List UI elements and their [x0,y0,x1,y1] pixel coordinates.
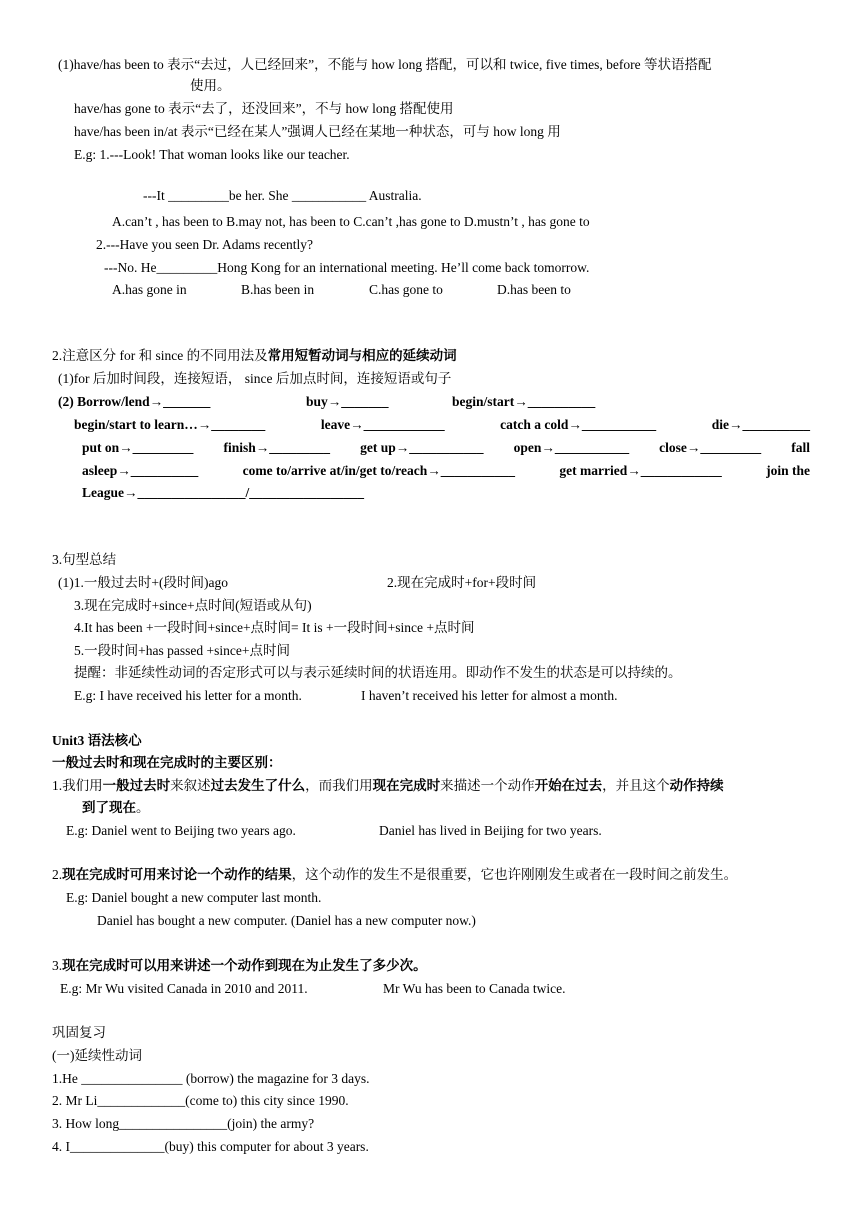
verb-pair-join: join the [766,463,810,478]
example-2-option-d: D.has been to [497,282,571,297]
example-2-answer: ---No. He_________Hong Kong for an international meeting. He’ll come back tomorrow. [104,260,590,275]
verb-pair-come-to: come to/arrive at/in/get to/reach→___________ [242,463,515,478]
p1-bold-e: 动作持续 [669,778,724,793]
unit3-point-2-example-2: Daniel has bought a new computer. (Daniel has a new computer now.) [97,913,476,928]
verb-pair-borrow: (2) Borrow/lend→_______ [58,394,211,409]
review-question-2: 2. Mr Li_____________(come to) this city since 1990. [52,1093,349,1108]
unit3-point-3-example-a: E.g: Mr Wu visited Canada in 2010 and 2011. [60,981,308,996]
pattern-5: 5.一段时间+has passed +since+点时间 [74,643,290,658]
verb-pair-asleep: asleep→__________ [82,463,199,478]
p1-bold-c: 现在完成时 [372,778,441,793]
unit3-point-1-example-b: Daniel has lived in Beijing for two years. [379,823,602,838]
pattern-3: 3.现在完成时+since+点时间(短语或从句) [74,598,312,613]
verb-pair-league: League→________________/_________________ [82,485,364,500]
p1-bold-f: 到了现在 [82,800,136,815]
verb-pair-get-up: get up→___________ [360,440,484,455]
example-2-option-b: B.has been in [241,282,315,297]
unit3-point-1 [52,777,724,795]
p2-number: 2. [52,867,63,882]
review-title: 巩固复习 [52,1025,106,1040]
p1-bold-a: 一般过去时 [102,778,171,793]
verb-pair-begin-learn: begin/start to learn…→________ [74,417,266,432]
rule-been-to-cont: 使用。 [190,78,231,93]
rule-been-in: have/has been in/at 表示“已经在某人”强调人已经在某地一种状态，可与 how long 用 [74,124,561,139]
review-question-4: 4. I______________(buy) this computer for about 3 years. [52,1139,369,1154]
review-subtitle: (一)延续性动词 [52,1048,142,1063]
p1-text-e: ，并且这个 [602,778,670,793]
reminder-example-b: I haven’t received his letter for almost a month. [361,688,618,703]
pattern-1: (1)1.一般过去时+(段时间)ago [58,575,228,590]
section-3-title: 3.句型总结 [52,552,117,567]
verb-pair-leave: leave→____________ [320,417,445,432]
verb-pair-open: open→___________ [513,440,630,455]
verb-pair-put-on: put on→_________ [82,440,194,455]
unit3-point-2 [52,866,737,884]
verb-pair-get-married: get married→____________ [559,463,722,478]
reminder-note: 提醒：非延续性动词的否定形式可以与表示延续时间的状语连用。即动作不发生的状态是可以持续的。 [74,665,682,680]
verb-pair-begin: begin/start→__________ [452,394,596,409]
p1-bold-d: 开始在过去 [534,778,603,793]
p1-text-a: 1.我们用 [52,778,103,793]
p1-text-d: 来描述一个动作 [440,778,535,793]
unit3-point-1-example-a: E.g: Daniel went to Beijing two years ago. [66,823,296,838]
verb-pair-close: close→_________ [659,440,762,455]
unit3-subtitle: 一般过去时和现在完成时的主要区别： [52,755,282,770]
reminder-example-a: E.g: I have received his letter for a month. [74,688,302,703]
verb-pair-row-4 [82,462,810,480]
p1-period: 。 [136,800,150,815]
for-since-rule: (1)for 后加时间段，连接短语， since 后加点时间，连接短语或句子 [58,371,452,386]
p2-text: ，这个动作的发生不是很重要，它也许刚刚发生或者在一段时间之前发生。 [291,867,738,882]
p1-text-c: ，而我们用 [305,778,373,793]
review-question-3: 3. How long________________(join) the army? [52,1116,315,1131]
unit3-title: Unit3 语法核心 [52,733,142,748]
unit3-point-3 [52,957,427,975]
p1-text-b: 来叙述 [170,778,211,793]
pattern-2: 2.现在完成时+for+段时间 [387,575,537,590]
section-2-title [52,347,457,365]
example-1-options: A.can’t , has been to B.may not, has been to C.can’t ,has gone to D.mustn’t , has gone to [112,214,590,229]
p1-bold-b: 过去发生了什么 [210,778,306,793]
example-1-question: E.g: 1.---Look! That woman looks like our teacher. [74,147,350,162]
pattern-4: 4.It has been +一段时间+since+点时间= It is +一段时间+since +点时间 [74,620,475,635]
section-2-title-prefix: 2.注意区分 for 和 since 的不同用法及 [52,348,268,363]
p2-bold: 现在完成时可用来讨论一个动作的结果 [62,867,292,882]
verb-pair-buy: buy→_______ [306,394,389,409]
example-2-question: 2.---Have you seen Dr. Adams recently? [96,237,314,252]
example-1-answer: ---It _________be her. She ___________ Australia. [143,188,422,203]
example-2-option-a: A.has gone in [112,282,187,297]
p3-bold: 现在完成时可以用来讲述一个动作到现在为止发生了多少次。 [62,958,427,973]
p3-number: 3. [52,958,63,973]
verb-pair-finish: finish→_________ [223,440,331,455]
section-2-title-bold: 常用短暂动词与相应的延续动词 [267,348,457,363]
unit3-point-2-example-1: E.g: Daniel bought a new computer last month. [66,890,322,905]
verb-pair-die: die→__________ [711,417,810,432]
review-question-1: 1.He _______________ (borrow) the magazine for 3 days. [52,1071,370,1086]
example-2-option-c: C.has gone to [369,282,443,297]
rule-gone-to: have/has gone to 表示“去了，还没回来”，不与 how long 搭配使用 [74,101,454,116]
rule-been-to: (1)have/has been to 表示“去过，人已经回来”，不能与 how long 搭配，可以和 twice, five times, before 等状语搭配 [58,57,712,72]
verb-pair-row-3 [82,439,810,457]
verb-pair-catch-cold: catch a cold→___________ [500,417,657,432]
unit3-point-3-example-b: Mr Wu has been to Canada twice. [383,981,566,996]
verb-pair-row-2 [74,416,810,434]
verb-pair-fall: fall [791,440,810,455]
unit3-point-1-cont [82,799,150,817]
